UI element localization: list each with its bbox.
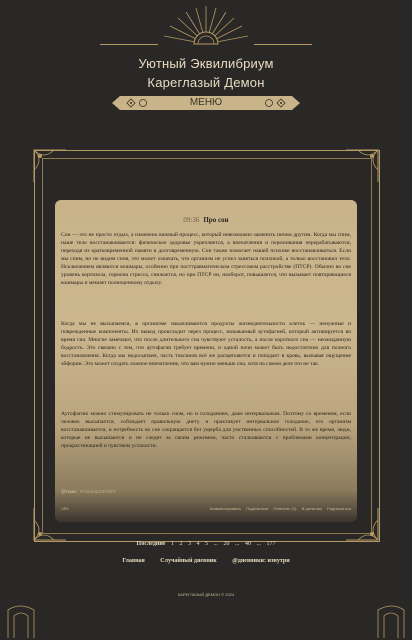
page-ellipsis: ... <box>234 541 240 547</box>
page-link[interactable]: 1 <box>170 541 174 547</box>
comment-link[interactable]: Комментировать <box>209 506 242 511</box>
tag-link[interactable]: РАЗМЫШЛЕНИЯ <box>79 489 116 494</box>
post-title[interactable]: Про сон <box>203 216 229 224</box>
site-title: Уютный Эквилибриум <box>138 56 274 71</box>
page-link[interactable]: 3 <box>187 541 191 547</box>
post-header <box>55 216 357 224</box>
home-link[interactable]: Главная <box>122 558 145 564</box>
post-date: 09:36 <box>183 216 200 224</box>
page-link[interactable]: 40 <box>244 541 251 547</box>
pagination <box>0 541 412 547</box>
page-link[interactable]: 4 <box>196 541 200 547</box>
bottom-ornament-icon <box>0 598 412 640</box>
page-link[interactable]: 177 <box>266 541 276 547</box>
page-link[interactable]: 20 <box>223 541 230 547</box>
ornament-icon <box>276 98 286 108</box>
post-actions <box>206 506 351 511</box>
tags-label: @темы: <box>61 489 78 494</box>
menu-button[interactable] <box>120 96 292 110</box>
post-url-link[interactable]: URL <box>61 506 70 511</box>
pagination-label: Последние <box>136 541 166 547</box>
diary-post <box>55 200 357 522</box>
site-subtitle: Кареглазый Демон <box>147 75 265 90</box>
random-diary-link[interactable]: Случайный дневник <box>160 558 217 564</box>
copyright: КАРЕГЛАЗЫЙ ДЕМОН © 2024 <box>177 592 235 597</box>
corner-ornament-icon <box>342 146 382 186</box>
page-link[interactable]: 5 <box>204 541 208 547</box>
header-left-line <box>100 44 158 45</box>
reply-link[interactable]: Ответить (1) <box>273 506 297 511</box>
post-paragraph: Аутофагию можно стимулировать не только сном, но и голоданием, даже интервальным. Поэтому со временем, если человек высыпается, соблюдает правильную диету и практикует интервальное голодание, его организм восстанавливается, и потребность во сне сокращается без ущерба для умственных способностей. В то же время, люди, которые не высыпаются и не следят за своим режимом, часто сталкиваются с проблемами концентрации, прокрастинацией и чувством усталости. <box>61 411 351 449</box>
post-paragraph: Сон — это не просто отдых, а изменено важный процесс, который невозможно заменить ничем другим. Когда мы спим, наше тело восстанавливается: физическое здоровье укрепляется, а впечатления и переживания перерабатываются, переходя из кратковременной памяти в долговременную. Сон также помогает нашей психике восстанавливаться. Если мы спим, но не видим снов, это может означать, что организм не успел заняться психикой, а только восстановил тело. Исключением являются кошмары, особенно при посттравматическом стрессовом расстройстве (ПТСР). Обычно во сне уровень кортизола, гормона стресса, снижается, но при ПТСР он, наоборот, повышается, что вызывает повторяющиеся кошмары и мешает полноценному отдыху. <box>61 232 351 286</box>
subscribe-link[interactable]: Подписаться <box>327 506 351 511</box>
post-paragraph: Когда мы не высыпаемся, в организме накапливаются продукты жизнедеятельности клеток — ненужные и поврежденные компоненты. Их вывод происходит через процесс, называемый аутофагией, который активируется во время сна. Многие замечают, что после длительного сна чувствуют усталость, а после короткого сна — неожиданную бодрость. Это связано с тем, что аутофагия требует времени, и одной ночи может быть недостаточно для полного восстановления. Когда мы недосыпаем, часть токсинов всё же расщепляется и попадает в кровь, вызывая ощущение эйфории. Это может создать ложное впечатление, что вам нужно меньше сна, хотя на самом деле это не так. <box>61 321 351 367</box>
sunburst-icon <box>156 4 256 56</box>
menu-label: МЕНЮ <box>189 97 223 108</box>
page-link[interactable]: 2 <box>179 541 183 547</box>
post-tags <box>61 489 116 494</box>
page-ellipsis: ... <box>256 541 261 547</box>
quote-link[interactable]: В цитатник <box>301 506 322 511</box>
corner-ornament-icon <box>30 146 70 186</box>
share-link[interactable]: Поделиться <box>246 506 269 511</box>
diaries-inside-link[interactable]: @дневники: изнутри <box>232 558 290 564</box>
header-right-line <box>254 44 312 45</box>
site-header <box>0 0 412 120</box>
page-ellipsis: ... <box>213 541 218 547</box>
footer-nav <box>0 558 412 564</box>
ornament-icon <box>264 98 274 108</box>
